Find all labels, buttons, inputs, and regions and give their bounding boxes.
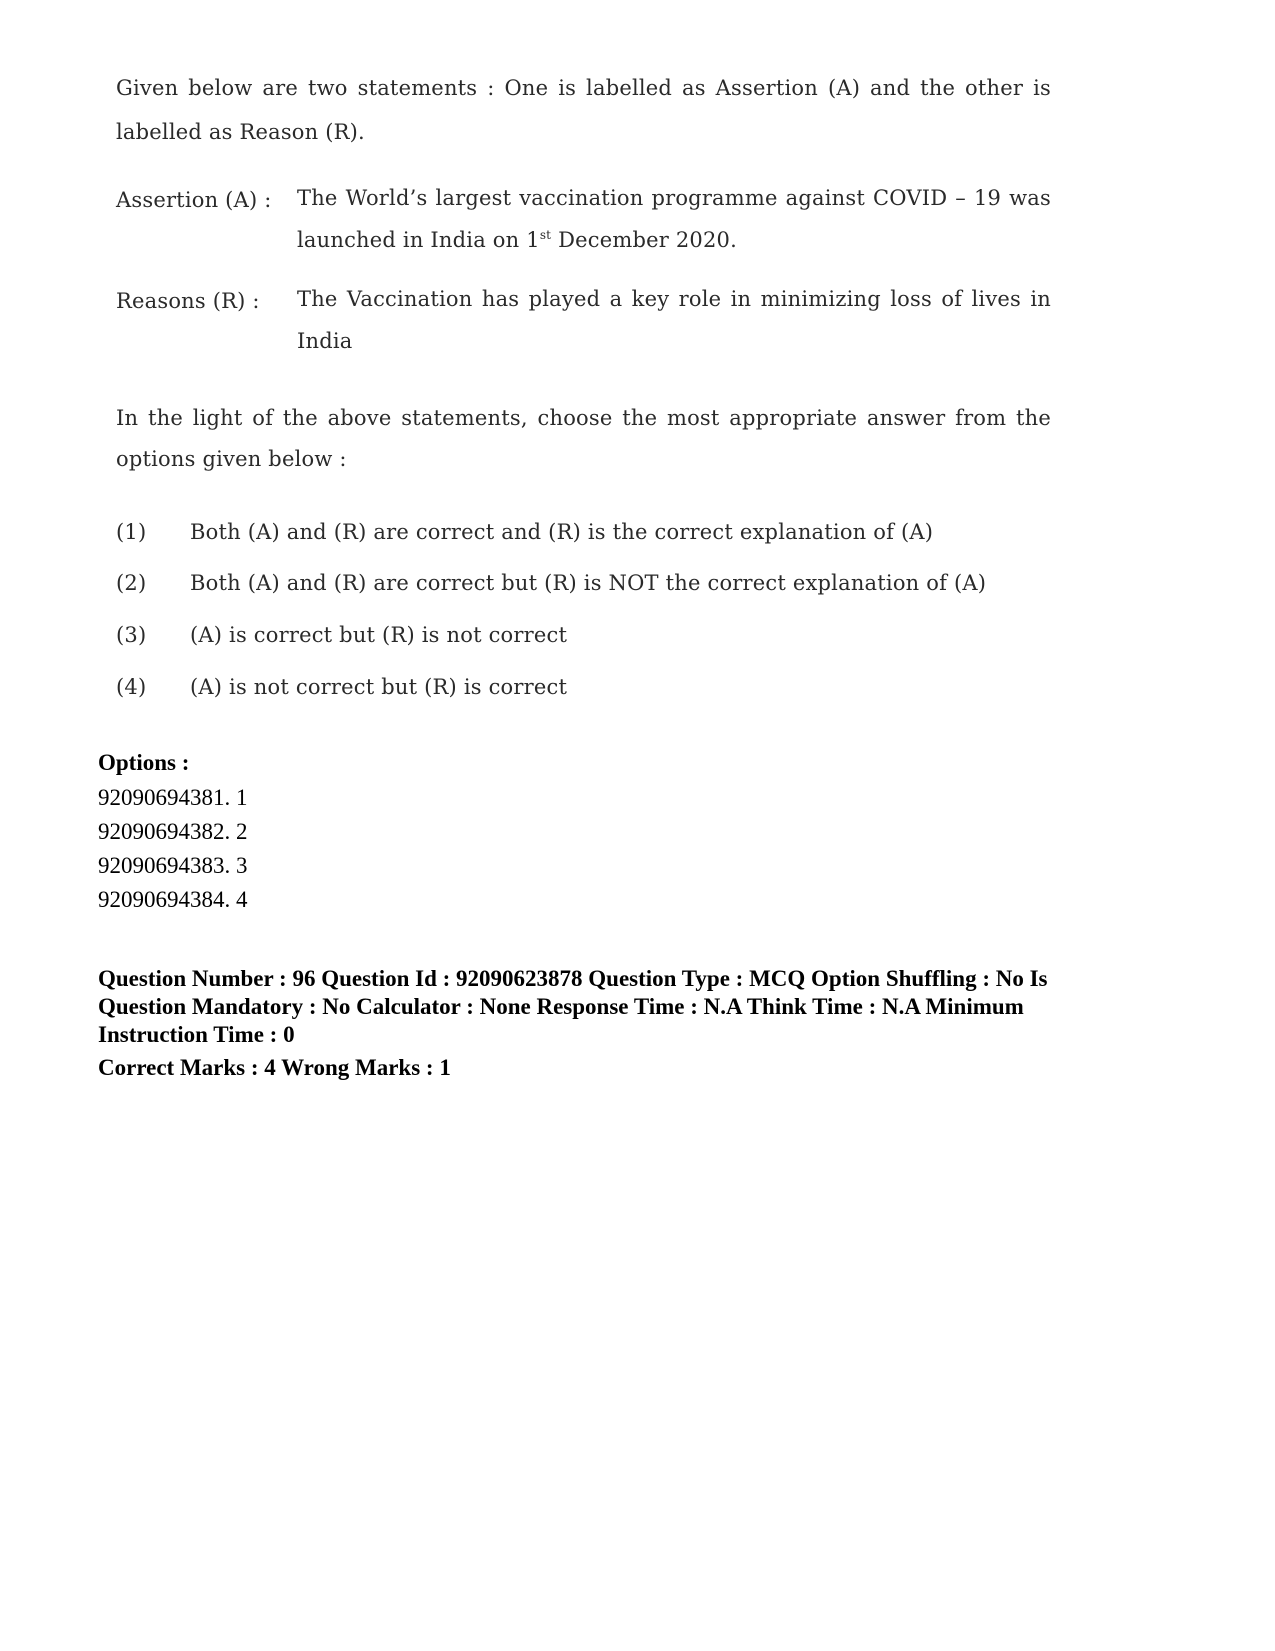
reason-line-1: The Vaccination has played a key role in minimizing loss of lives in [297,287,1051,311]
question-meta [98,965,1178,1049]
choice-text: (A) is not correct but (R) is correct [190,675,568,699]
prompt-line-1: In the light of the above statements, choose the most appropriate answer from the [116,406,1051,430]
option-id-3: 92090694383. 3 [98,853,248,878]
assertion-line-2-pre: launched in India on 1 [297,228,540,252]
choice-text: (A) is correct but (R) is not correct [190,623,568,647]
question-meta-line-3: Instruction Time : 0 [98,1022,295,1047]
assertion-line-1: The World’s largest vaccination programme against COVID – 19 was [297,186,1051,210]
reason-label: Reasons (R) : [116,289,260,313]
choice-number: (3) [116,623,147,647]
option-id-4: 92090694384. 4 [98,887,248,912]
prompt-line-2: options given below : [116,447,347,471]
reason-text [297,278,1051,362]
choice-number: (2) [116,571,147,595]
question-meta-line-2: Question Mandatory : No Calculator : None Response Time : N.A Think Time : N.A Minimum [98,994,1024,1019]
reason-line-2: India [297,329,353,353]
option-id-1: 92090694381. 1 [98,785,248,810]
intro-line-2: labelled as Reason (R). [116,120,365,144]
assertion-line-2-post: December 2020. [551,228,737,252]
assertion-superscript: st [539,228,552,242]
choice-number: (1) [116,520,147,544]
choice-number: (4) [116,675,147,699]
choice-text: Both (A) and (R) are correct but (R) is NOT the correct explanation of (A) [190,571,987,595]
marks-line: Correct Marks : 4 Wrong Marks : 1 [98,1055,451,1080]
choice-text: Both (A) and (R) are correct and (R) is the correct explanation of (A) [190,520,934,544]
question-image [0,0,1275,730]
assertion-label: Assertion (A) : [116,188,272,212]
assertion-text [297,177,1051,261]
options-heading: Options : [98,750,190,775]
assertion-line-2 [297,219,1051,261]
intro-line-1: Given below are two statements : One is labelled as Assertion (A) and the other is [116,76,1051,100]
option-id-2: 92090694382. 2 [98,819,248,844]
question-meta-line-1: Question Number : 96 Question Id : 92090623878 Question Type : MCQ Option Shuffling : No Is [98,966,1048,991]
